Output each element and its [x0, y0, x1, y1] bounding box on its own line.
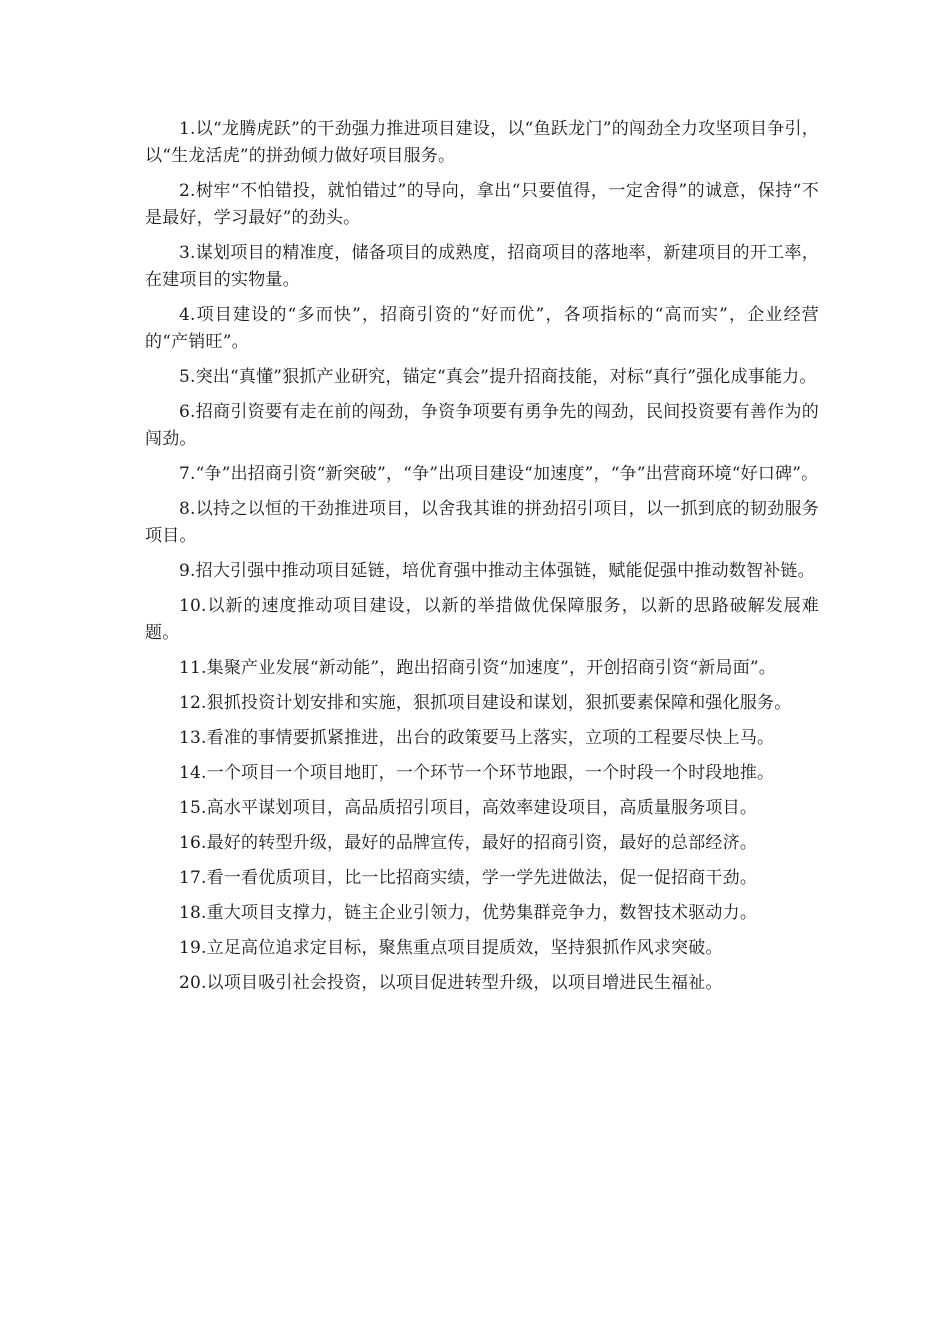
list-item: 19.立足高位追求定目标，聚焦重点项目提质效，坚持狠抓作风求突破。 — [179, 938, 723, 958]
list-item: 5.突出“真懂”狠抓产业研究，锚定“真会”提升招商技能，对标“真行”强化成事能力。 — [179, 367, 817, 387]
list-item: 10.以新的速度推动项目建设，以新的举措做优保障服务，以新的思路破解发展难题。 — [145, 596, 819, 643]
list-item: 14.一个项目一个项目地盯，一个环节一个环节地跟，一个时段一个时段地推。 — [179, 763, 775, 783]
list-item: 3.谋划项目的精准度，储备项目的成熟度，招商项目的落地率，新建项目的开工率，在建项目的实物量。 — [145, 243, 819, 290]
list-item: 18.重大项目支撑力，链主企业引领力，优势集群竞争力，数智技术驱动力。 — [179, 903, 758, 923]
list-item: 8.以持之以恒的干劲推进项目，以舍我其谁的拼劲招引项目，以一抓到底的韧劲服务项目。 — [145, 499, 819, 546]
list-item: 13.看准的事情要抓紧推进，出台的政策要马上落实，立项的工程要尽快上马。 — [179, 728, 775, 748]
list-item: 15.高水平谋划项目，高品质招引项目，高效率建设项目，高质量服务项目。 — [179, 798, 758, 818]
list-item: 11.集聚产业发展“新动能”，跑出招商引资“加速度”，开创招商引资“新局面”。 — [179, 658, 776, 678]
list-item: 20.以项目吸引社会投资，以项目促进转型升级，以项目增进民生福祉。 — [179, 973, 723, 993]
list-item: 9.招大引强中推动项目延链，培优育强中推动主体强链，赋能促强中推动数智补链。 — [179, 561, 815, 581]
document-body — [145, 116, 819, 1005]
list-item: 16.最好的转型升级，最好的品牌宣传，最好的招商引资，最好的总部经济。 — [179, 833, 758, 853]
list-item: 17.看一看优质项目，比一比招商实绩，学一学先进做法，促一促招商干劲。 — [179, 868, 758, 888]
list-item: 4.项目建设的“多而快”，招商引资的“好而优”，各项指标的“高而实”，企业经营的“产销旺”。 — [145, 305, 819, 352]
list-item: 12.狠抓投资计划安排和实施，狠抓项目建设和谋划，狠抓要素保障和强化服务。 — [179, 693, 792, 713]
list-item: 1.以“龙腾虎跃”的干劲强力推进项目建设，以“鱼跃龙门”的闯劲全力攻坚项目争引，以“生龙活虎”的拼劲倾力做好项目服务。 — [145, 119, 819, 166]
list-item: 2.树牢“不怕错投，就怕错过”的导向，拿出“只要值得，一定舍得”的诚意，保持“不是最好，学习最好”的劲头。 — [145, 181, 819, 228]
list-item: 7.“争”出招商引资“新突破”，“争”出项目建设“加速度”，“争”出营商环境“好口碑”。 — [179, 464, 819, 484]
list-item: 6.招商引资要有走在前的闯劲，争资争项要有勇争先的闯劲，民间投资要有善作为的闯劲。 — [145, 402, 819, 449]
